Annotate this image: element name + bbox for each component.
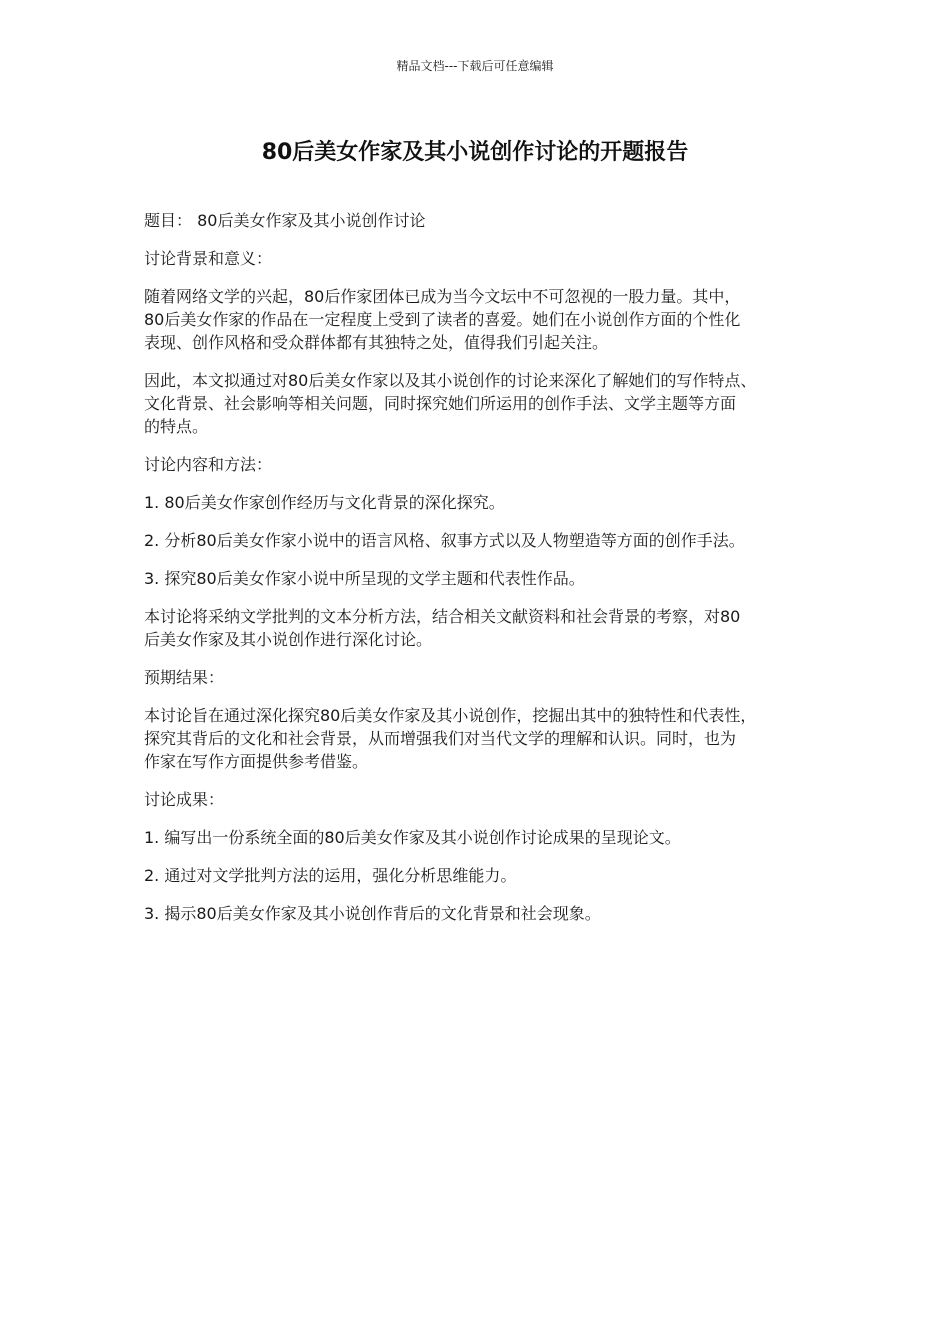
text-line: 本讨论旨在通过深化探究80后美女作家及其小说创作，挖掘出其中的独特性和代表性， — [144, 706, 757, 725]
expected-paragraph — [144, 704, 816, 773]
text-line: 本讨论将采纳文学批判的文本分析方法，结合相关文献资料和社会背景的考察，对80 — [144, 607, 741, 626]
text-line: 表现、创作风格和受众群体都有其独特之处，值得我们引起关注。 — [144, 333, 609, 352]
text-line: 探究其背后的文化和社会背景，从而增强我们对当代文学的理解和认识。同时，也为 — [144, 729, 737, 748]
background-paragraph-1 — [144, 285, 816, 354]
header-note: 精品文档---下载后可任意编辑 — [396, 59, 554, 73]
background-heading: 讨论背景和意义： — [144, 249, 273, 268]
text-line: 后美女作家及其小说创作进行深化讨论。 — [144, 630, 433, 649]
text-line: 的特点。 — [144, 417, 209, 436]
content-item-2: 2. 分析80后美女作家小说中的语言风格、叙事方式以及人物塑造等方面的创作手法。 — [144, 531, 745, 550]
method-paragraph — [144, 605, 816, 651]
background-paragraph-2 — [144, 369, 816, 438]
results-heading: 讨论成果： — [144, 790, 225, 809]
text-line: 随着网络文学的兴起，80后作家团体已成为当今文坛中不可忽视的一股力量。其中， — [144, 287, 741, 306]
text-line: 因此，本文拟通过对80后美女作家以及其小说创作的讨论来深化了解她们的写作特点、 — [144, 371, 757, 390]
results-item-1: 1. 编写出一份系统全面的80后美女作家及其小说创作讨论成果的呈现论文。 — [144, 828, 681, 847]
content-item-1: 1. 80后美女作家创作经历与文化背景的深化探究。 — [144, 493, 505, 512]
topic-line: 题目： 80后美女作家及其小说创作讨论 — [144, 211, 426, 230]
document-title: 80后美女作家及其小说创作讨论的开题报告 — [261, 140, 689, 165]
results-item-3: 3. 揭示80后美女作家及其小说创作背后的文化背景和社会现象。 — [144, 904, 601, 923]
document-body — [144, 209, 816, 940]
text-line: 文化背景、社会影响等相关问题，同时探究她们所运用的创作手法、文学主题等方面 — [144, 394, 737, 413]
results-item-2: 2. 通过对文学批判方法的运用，强化分析思维能力。 — [144, 866, 517, 885]
expected-heading: 预期结果： — [144, 668, 225, 687]
text-line: 80后美女作家的作品在一定程度上受到了读者的喜爱。她们在小说创作方面的个性化 — [144, 310, 741, 329]
content-item-3: 3. 探究80后美女作家小说中所呈现的文学主题和代表性作品。 — [144, 569, 585, 588]
content-heading: 讨论内容和方法： — [144, 455, 273, 474]
text-line: 作家在写作方面提供参考借鉴。 — [144, 752, 369, 771]
